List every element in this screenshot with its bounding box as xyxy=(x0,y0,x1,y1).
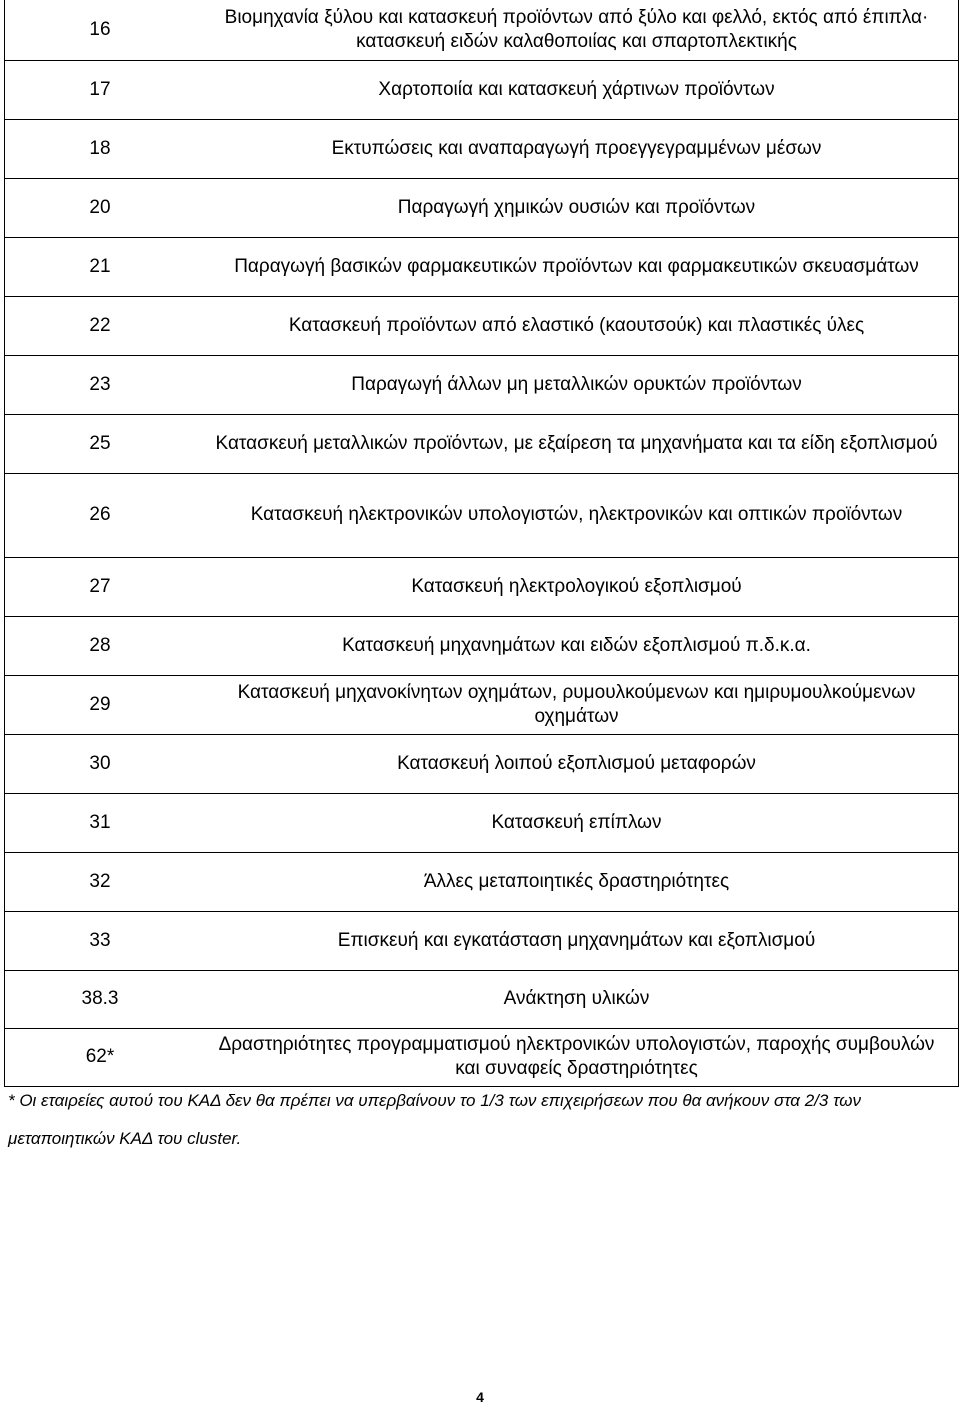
row-description: Παραγωγή βασικών φαρμακευτικών προϊόντων και φαρμακευτικών σκευασμάτων xyxy=(195,237,959,296)
table-row xyxy=(5,178,959,237)
row-description: Κατασκευή ηλεκτρολογικού εξοπλισμού xyxy=(195,557,959,616)
footnote: * Οι εταιρείες αυτού του ΚΑΔ δεν θα πρέπει να υπερβαίνουν το 1/3 των επιχειρήσεων που θα ανήκουν στα 2/3 των μεταποιητικών ΚΑΔ του cluster. xyxy=(8,1091,861,1148)
row-code: 38.3 xyxy=(5,970,196,1028)
row-code: 23 xyxy=(5,355,196,414)
row-description: Παραγωγή χημικών ουσιών και προϊόντων xyxy=(195,178,959,237)
row-code: 22 xyxy=(5,296,196,355)
row-description: Κατασκευή ηλεκτρονικών υπολογιστών, ηλεκτρονικών και οπτικών προϊόντων xyxy=(195,473,959,557)
row-description: Παραγωγή άλλων μη μεταλλικών ορυκτών προϊόντων xyxy=(195,355,959,414)
table-row xyxy=(5,1028,959,1086)
table-row xyxy=(5,852,959,911)
table-row xyxy=(5,414,959,473)
row-description: Κατασκευή μεταλλικών προϊόντων, με εξαίρεση τα μηχανήματα και τα είδη εξοπλισμού xyxy=(195,414,959,473)
kad-table xyxy=(4,0,959,1087)
table-row xyxy=(5,557,959,616)
table-row xyxy=(5,793,959,852)
row-description: Κατασκευή λοιπού εξοπλισμού μεταφορών xyxy=(195,734,959,793)
table-row xyxy=(5,473,959,557)
table-row xyxy=(5,0,959,60)
row-code: 31 xyxy=(5,793,196,852)
row-code: 25 xyxy=(5,414,196,473)
row-description: Κατασκευή μηχανοκίνητων οχημάτων, ρυμουλκούμενων και ημιρυμουλκούμενων οχημάτων xyxy=(195,675,959,734)
row-code: 28 xyxy=(5,616,196,675)
row-code: 62* xyxy=(5,1028,196,1086)
row-description: Κατασκευή μηχανημάτων και ειδών εξοπλισμού π.δ.κ.α. xyxy=(195,616,959,675)
row-code: 33 xyxy=(5,911,196,970)
row-code: 18 xyxy=(5,119,196,178)
table-row xyxy=(5,970,959,1028)
table-row xyxy=(5,911,959,970)
table-row xyxy=(5,60,959,119)
row-description: Βιομηχανία ξύλου και κατασκευή προϊόντων από ξύλο και φελλό, εκτός από έπιπλα· κατασκευή ειδών καλαθοποιίας και σπαρτοπλεκτικής xyxy=(195,0,959,60)
table-row xyxy=(5,296,959,355)
row-description: Δραστηριότητες προγραμματισμού ηλεκτρονικών υπολογιστών, παροχής συμβουλών και συναφείς δραστηριότητες xyxy=(195,1028,959,1086)
row-description: Ανάκτηση υλικών xyxy=(195,970,959,1028)
table-row xyxy=(5,237,959,296)
row-code: 27 xyxy=(5,557,196,616)
row-code: 21 xyxy=(5,237,196,296)
row-code: 16 xyxy=(5,0,196,60)
table-row xyxy=(5,355,959,414)
row-description: Εκτυπώσεις και αναπαραγωγή προεγγεγραμμένων μέσων xyxy=(195,119,959,178)
row-description: Επισκευή και εγκατάσταση μηχανημάτων και εξοπλισμού xyxy=(195,911,959,970)
row-code: 29 xyxy=(5,675,196,734)
row-code: 17 xyxy=(5,60,196,119)
row-description: Άλλες μεταποιητικές δραστηριότητες xyxy=(195,852,959,911)
row-description: Χαρτοποιία και κατασκευή χάρτινων προϊόντων xyxy=(195,60,959,119)
row-code: 26 xyxy=(5,473,196,557)
table-row xyxy=(5,734,959,793)
row-code: 20 xyxy=(5,178,196,237)
table-row xyxy=(5,616,959,675)
table-row xyxy=(5,119,959,178)
table-row xyxy=(5,675,959,734)
row-description: Κατασκευή προϊόντων από ελαστικό (καουτσούκ) και πλαστικές ύλες xyxy=(195,296,959,355)
row-code: 32 xyxy=(5,852,196,911)
page-number: 4 xyxy=(476,1389,484,1405)
row-code: 30 xyxy=(5,734,196,793)
row-description: Κατασκευή επίπλων xyxy=(195,793,959,852)
